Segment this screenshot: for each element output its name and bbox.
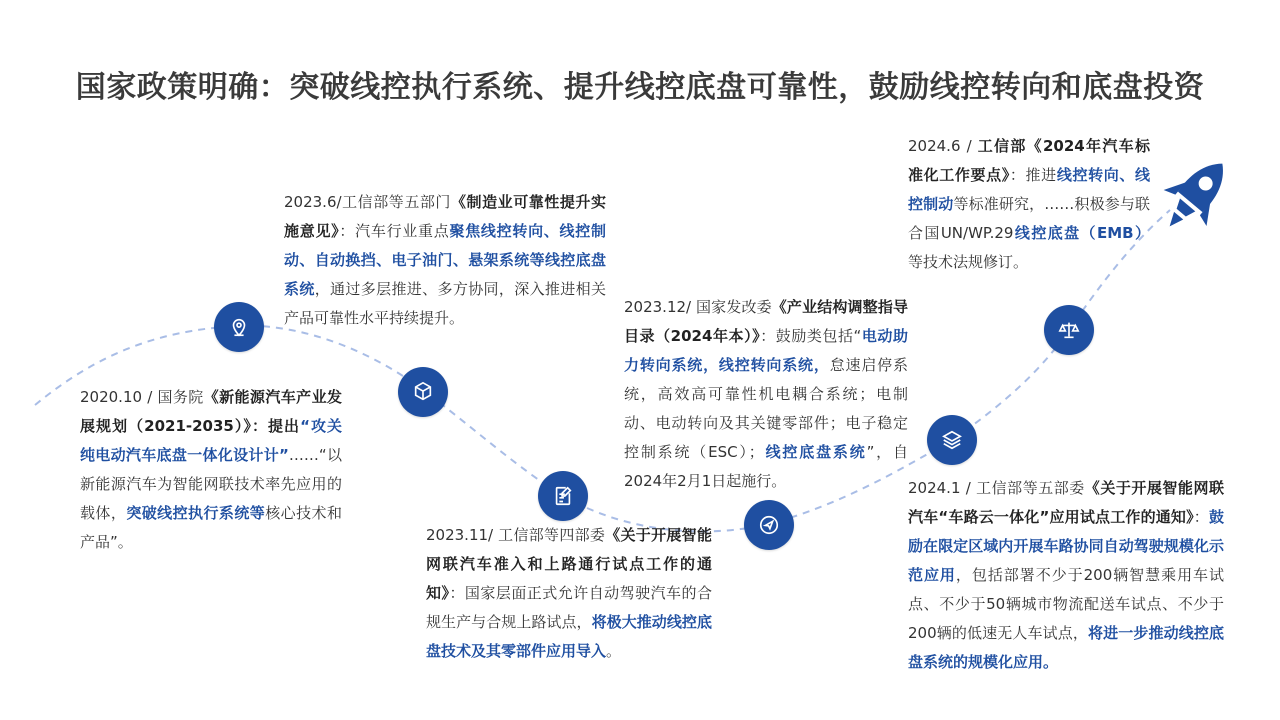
document-edit-icon — [552, 485, 574, 507]
send-icon — [758, 514, 780, 536]
milestone-2024-6-text: 2024.6 / 工信部《2024年汽车标准化工作要点》：推进线控转向、线控制动等标准研究，……积极参与联合国UN/WP.29线控底盘（EMB）等技术法规修订。 — [908, 137, 1150, 271]
milestone-node-2024-1 — [927, 415, 977, 465]
milestone-node-2023-11 — [538, 471, 588, 521]
milestone-node-2024-6 — [1044, 305, 1094, 355]
scale-icon — [1058, 319, 1080, 341]
milestone-2024-1-text: 2024.1 / 工信部等五部委《关于开展智能网联汽车“车路云一体化”应用试点工作的通知》：鼓励在限定区域内开展车路协同自动驾驶规模化示范应用，包括部署不少于200辆智慧乘用车试点、不少于50辆城市物流配送车试点、不少于200辆的低速无人车试点，将进一步推动线控底盘系统的规模化应用。 — [908, 479, 1224, 671]
page-title: 国家政策明确：突破线控执行系统、提升线控底盘可靠性，鼓励线控转向和底盘投资 — [75, 70, 1205, 105]
milestone-2020-text: 2020.10 / 国务院《新能源汽车产业发展规划（2021-2035）》：提出“攻关纯电动汽车底盘一体化设计计”……“以新能源汽车为智能网联技术率先应用的载体，突破线控执行系统等核心技术和产品”。 — [80, 388, 342, 551]
milestone-2023-6-text: 2023.6/工信部等五部门《制造业可靠性提升实施意见》：汽车行业重点聚焦线控转向、线控制动、自动换挡、电子油门、悬架系统等线控底盘系统，通过多层推进、多方协同，深入推进相关产品可靠性水平持续提升。 — [284, 193, 606, 327]
cube-icon — [412, 381, 434, 403]
milestone-2023-12-text: 2023.12/ 国家发改委《产业结构调整指导目录（2024年本）》：鼓励类包括“电动助力转向系统，线控转向系统，怠速启停系统，高效高可靠性机电耦合系统；电制动、电动转向及其关键零部件；电子稳定控制系统（ESC）；线控底盘系统”，自2024年2月1日起施行。 — [624, 298, 908, 490]
milestone-2023-11-text: 2023.11/ 工信部等四部委《关于开展智能网联汽车准入和上路通行试点工作的通知》：国家层面正式允许自动驾驶汽车的合规生产与合规上路试点，将极大推动线控底盘技术及其零部件应用导入。 — [426, 526, 712, 660]
milestone-node-2020 — [214, 302, 264, 352]
milestone-node-2023-12 — [744, 500, 794, 550]
location-pin-icon — [228, 316, 250, 338]
rocket-icon — [1156, 152, 1236, 242]
layers-icon — [941, 429, 963, 451]
milestone-node-2023-6 — [398, 367, 448, 417]
